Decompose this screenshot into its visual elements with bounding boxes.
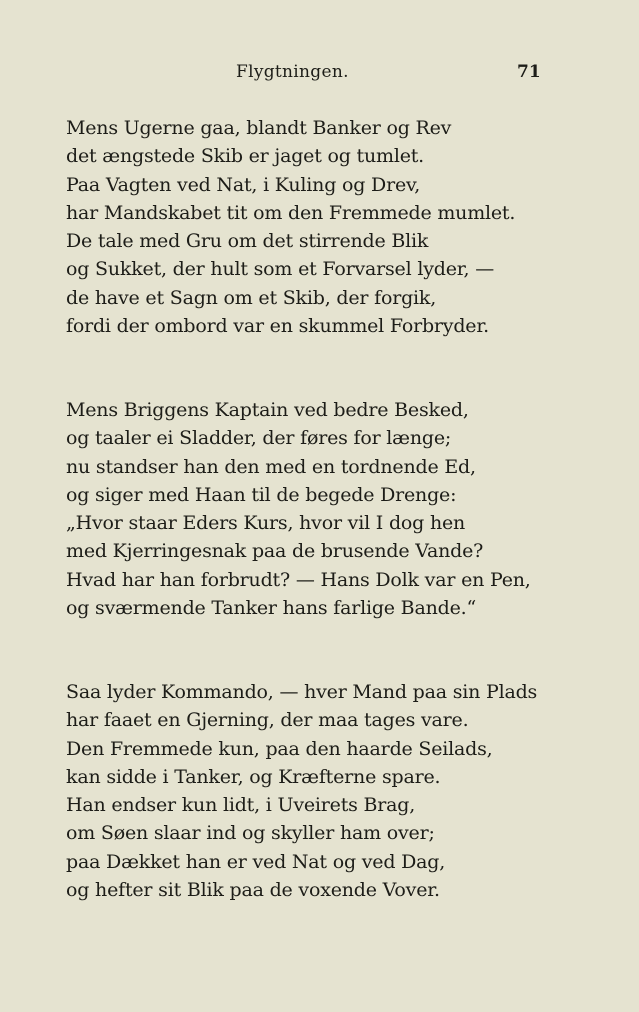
running-title: Flygtningen. [236,62,349,82]
verse-line: og sværmende Tanker hans farlige Bande.“ [66,597,476,620]
verse-line: det ængstede Skib er jaget og tumlet. [66,145,425,168]
verse-line: De tale med Gru om det stirrende Blik [66,230,429,253]
verse-line: med Kjerringesnak paa de brusende Vande? [66,540,484,563]
verse-line: har faaet en Gjerning, der maa tages vare. [66,709,469,732]
verse-line: Paa Vagten ved Nat, i Kuling og Drev, [66,173,421,196]
verse-line: og Sukket, der hult som et Forvarsel lyder, — [66,258,495,281]
verse-line: nu standser han den med en tordnende Ed, [66,455,476,478]
verse-line: „Hvor staar Eders Kurs, hvor vil I dog hen [66,512,466,535]
stanza-2 [66,396,531,622]
verse-line: Mens Briggens Kaptain ved bedre Besked, [66,399,469,421]
verse-line: om Søen slaar ind og skyller ham over; [66,822,435,845]
verse-line: fordi der ombord var en skummel Forbryder. [66,315,489,338]
verse-line: og hefter sit Blik paa de voxende Vover. [66,879,440,902]
verse-line: de have et Sagn om et Skib, der forgik, [66,286,437,309]
verse-line: og taaler ei Sladder, der føres for længe; [66,427,452,450]
verse-line: Mens Ugerne gaa, blandt Banker og Rev [66,117,452,139]
page-header [0,62,639,88]
verse-line: kan sidde i Tanker, og Kræfterne spare. [66,765,441,788]
stanza-3 [66,678,537,904]
verse-line: Han endser kun lidt, i Uveirets Brag, [66,794,416,817]
verse-line: Saa lyder Kommando, — hver Mand paa sin Plads [66,681,538,703]
verse-line: har Mandskabet tit om den Fremmede mumlet. [66,201,516,224]
verse-line: paa Dækket han er ved Nat og ved Dag, [66,850,446,873]
page-number: 71 [517,62,541,82]
verse-line: Hvad har han forbrudt? — Hans Dolk var en Pen, [66,568,531,591]
stanza-1 [66,114,515,340]
verse-line: Den Fremmede kun, paa den haarde Seilads, [66,737,493,760]
verse-line: og siger med Haan til de begede Drenge: [66,483,457,506]
